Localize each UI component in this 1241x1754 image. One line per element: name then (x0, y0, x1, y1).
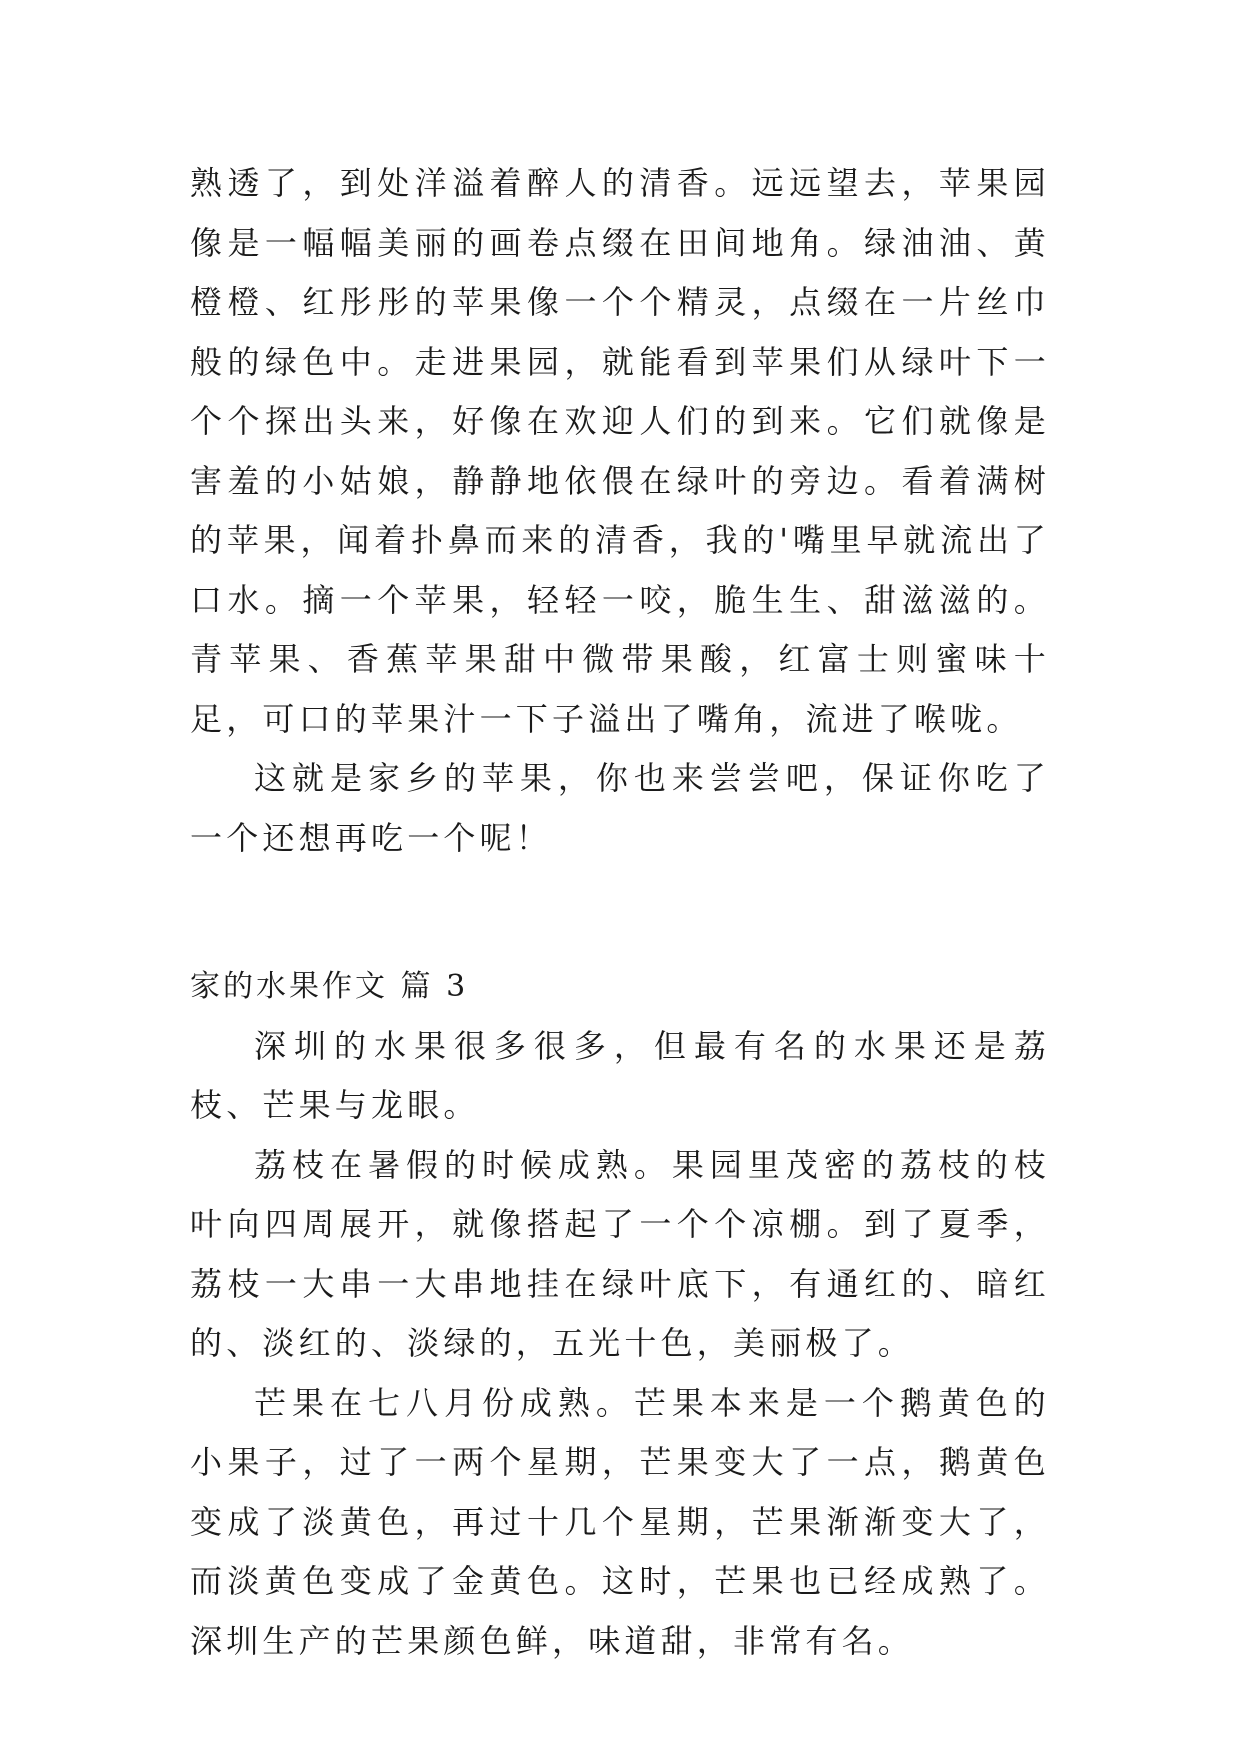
section-spacer (190, 868, 1050, 957)
paragraph-apple-orchard: 熟透了，到处洋溢着醉人的清香。远远望去，苹果园像是一幅幅美丽的画卷点缀在田间地角。绿油油、黄橙橙、红彤彤的苹果像一个个精灵，点缀在一片丝巾般的绿色中。走进果园，就能看到苹果们从绿叶下一个个探出头来，好像在欢迎人们的到来。它们就像是害羞的小姑娘，静静地依偎在绿叶的旁边。看着满树的苹果，闻着扑鼻而来的清香，我的'嘴里早就流出了口水。摘一个苹果，轻轻一咬，脆生生、甜滋滋的。青苹果、香蕉苹果甜中微带果酸，红富士则蜜味十足，可口的苹果汁一下子溢出了嘴角，流进了喉咙。 (190, 164, 1050, 738)
paragraph-shenzhen-fruits: 深圳的水果很多很多，但最有名的水果还是荔枝、芒果与龙眼。 (190, 1026, 1050, 1124)
paragraph-lychee: 荔枝在暑假的时候成熟。果园里茂密的荔枝的枝叶向四周展开，就像搭起了一个个凉棚。到了夏季，荔枝一大串一大串地挂在绿叶底下，有通红的、暗红的、淡红的、淡绿的，五光十色，美丽极了。 (190, 1145, 1050, 1362)
paragraph-apple-conclusion: 这就是家乡的苹果，你也来尝尝吧，保证你吃了一个还想再吃一个呢！ (190, 759, 1050, 857)
section-heading: 家的水果作文 篇 3 (190, 969, 469, 1004)
document-page (190, 154, 1050, 1671)
paragraph-mango: 芒果在七八月份成熟。芒果本来是一个鹅黄色的小果子，过了一两个星期，芒果变大了一点，鹅黄色变成了淡黄色，再过十几个星期，芒果渐渐变大了，而淡黄色变成了金黄色。这时，芒果也已经成熟了。深圳生产的芒果颜色鲜，味道甜，非常有名。 (190, 1383, 1050, 1660)
